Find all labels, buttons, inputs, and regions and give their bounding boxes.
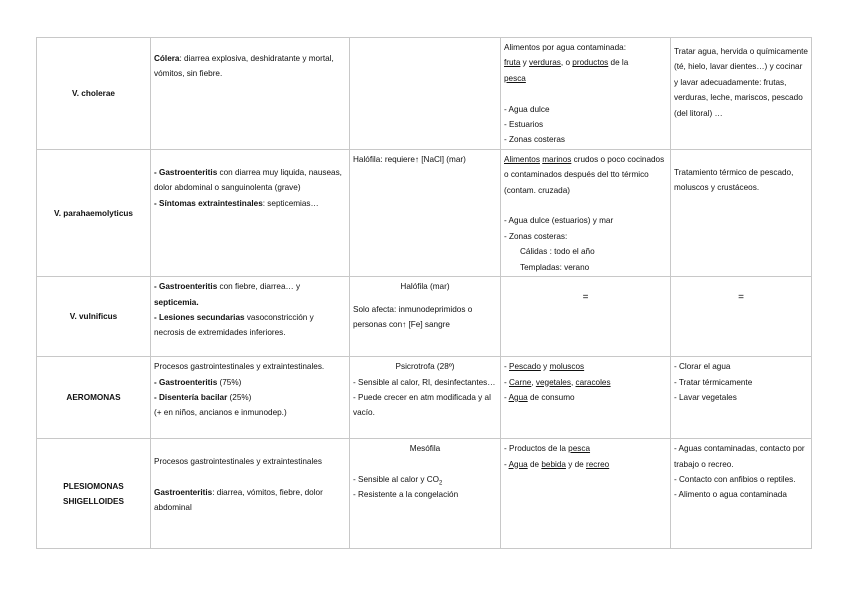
organism-name: PLESIOMONAS SHIGELLOIDES bbox=[37, 439, 151, 549]
sources-cell: = bbox=[501, 277, 671, 357]
clinical-cell: - Gastroenteritis con fiebre, diarrea… y septicemia. - Lesiones secundarias vasoconstricción y necrosis de extremidades inferiores. bbox=[151, 277, 350, 357]
organism-name: V. cholerae bbox=[37, 38, 151, 150]
prevention-cell: Tratar agua, hervida o químicamente (té, hielo, lavar dientes…) y cocinar y lavar adecuadamente: frutas, verduras, leche, mariscos, pescado (del litoral) … bbox=[671, 38, 812, 150]
habitat-cell bbox=[350, 38, 501, 150]
sources-cell: Alimentos por agua contaminada: fruta y verduras, o productos de la pesca - Agua dulce - Estuarios - Zonas costeras bbox=[501, 38, 671, 150]
clinical-cell: Cólera: diarrea explosiva, deshidratante y mortal, vómitos, sin fiebre. bbox=[151, 38, 350, 150]
prevention-cell: - Aguas contaminadas, contacto por trabajo o recreo. - Contacto con anfibios o reptiles. - Alimento o agua contaminada bbox=[671, 439, 812, 549]
habitat-cell: Halófila: requiere↑ [NaCl] (mar) bbox=[350, 149, 501, 276]
table-row bbox=[37, 38, 812, 150]
organism-name: V. parahaemolyticus bbox=[37, 149, 151, 276]
clinical-cell: Procesos gastrointestinales y extraintestinales. - Gastroenteritis (75%) - Disentería bacilar (25%) (+ en niños, ancianos e inmunodep.) bbox=[151, 357, 350, 439]
table-row bbox=[37, 149, 812, 276]
vibrio-comparison-table bbox=[36, 37, 812, 549]
prevention-cell: = bbox=[671, 277, 812, 357]
sources-cell: - Productos de la pesca - Agua de bebida y de recreo bbox=[501, 439, 671, 549]
clinical-cell: - Gastroenteritis con diarrea muy liquida, nauseas, dolor abdominal o sanguinolenta (grave) - Síntomas extraintestinales: septicemias… bbox=[151, 149, 350, 276]
table-row bbox=[37, 439, 812, 549]
prevention-cell: Tratamiento térmico de pescado, moluscos y crustáceos. bbox=[671, 149, 812, 276]
organism-name: V. vulnificus bbox=[37, 277, 151, 357]
habitat-cell: Halófila (mar) Solo afecta: inmunodeprimidos o personas con↑ [Fe] sangre bbox=[350, 277, 501, 357]
sources-cell: Alimentos marinos crudos o poco cocinados o contaminados después del tto térmico (contam. cruzada) - Agua dulce (estuarios) y mar - Zonas costeras: Cálidas : todo el año Templadas: verano bbox=[501, 149, 671, 276]
table-row bbox=[37, 277, 812, 357]
sources-cell: - Pescado y moluscos - Carne, vegetales, caracoles - Agua de consumo bbox=[501, 357, 671, 439]
organism-name: AEROMONAS bbox=[37, 357, 151, 439]
habitat-cell: Mesófila - Sensible al calor y $CO_2$ - Resistente a la congelación bbox=[350, 439, 501, 549]
habitat-cell: Psicrotrofa (28º) - Sensible al calor, Rl, desinfectantes… - Puede crecer en atm modificada y al vacío. bbox=[350, 357, 501, 439]
prevention-cell: - Clorar el agua - Tratar térmicamente - Lavar vegetales bbox=[671, 357, 812, 439]
table-row bbox=[37, 357, 812, 439]
clinical-cell: Procesos gastrointestinales y extraintestinales Gastroenteritis: diarrea, vómitos, fiebre, dolor abdominal bbox=[151, 439, 350, 549]
